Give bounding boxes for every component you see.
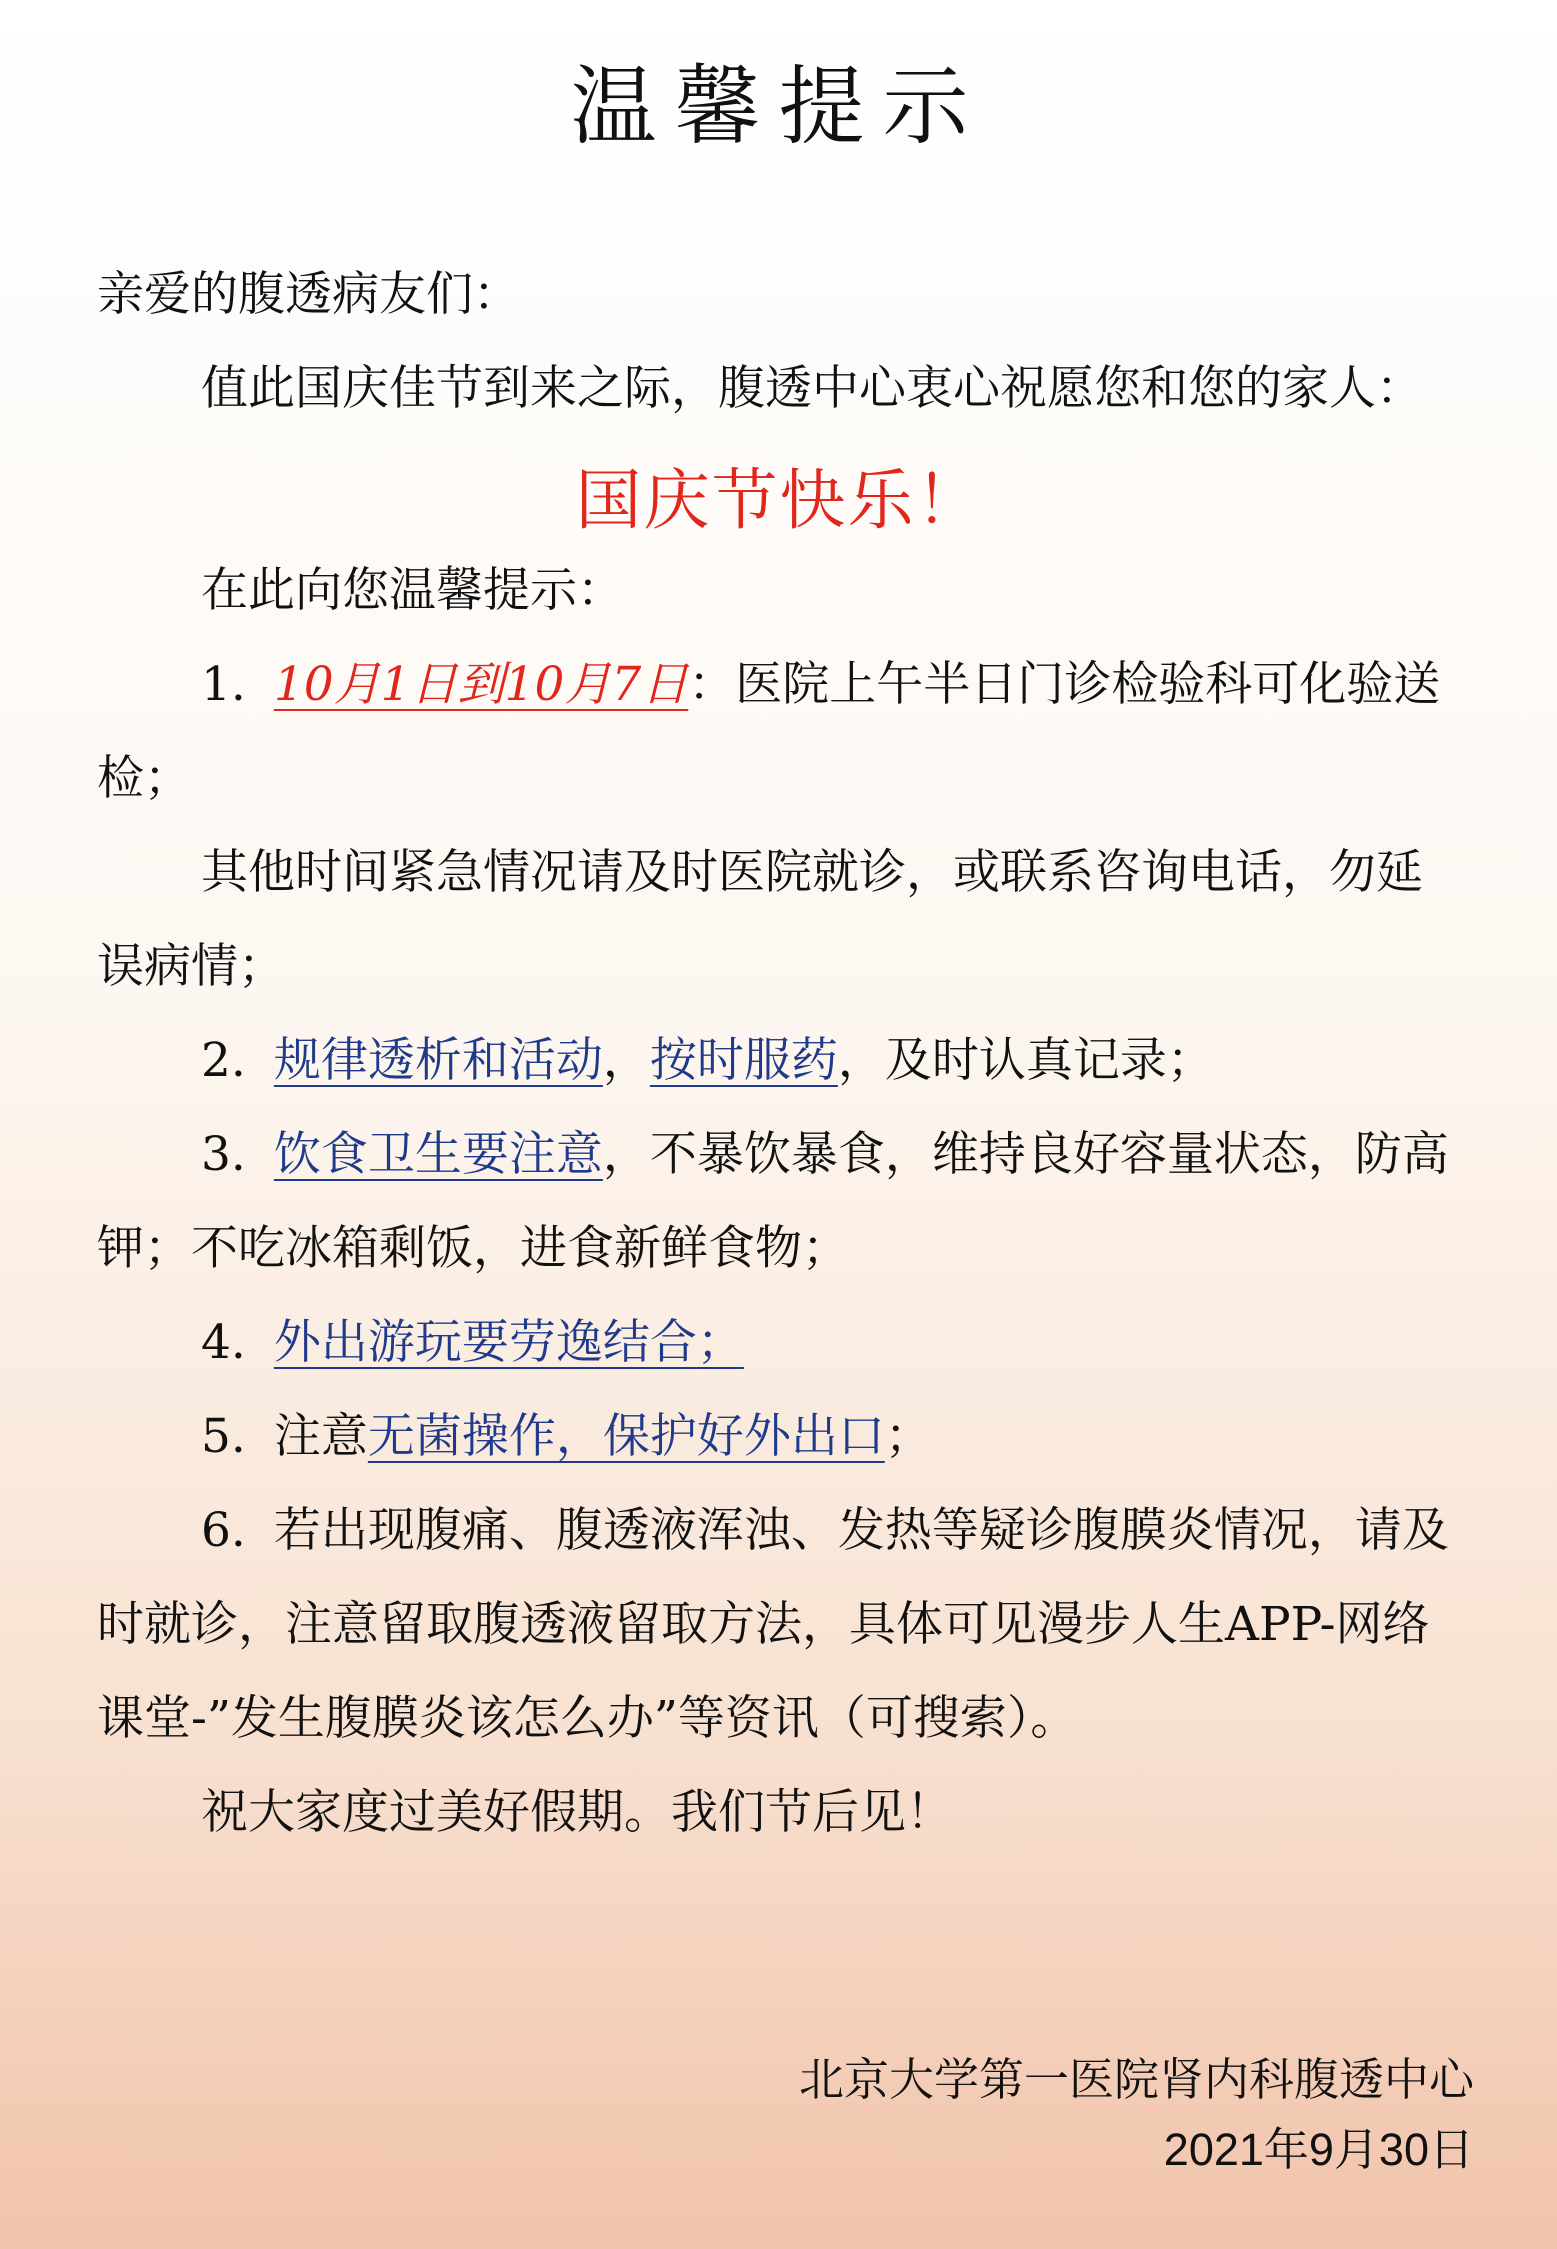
- signature-org: 北京大学第一医院肾内科腹透中心: [798, 2054, 1474, 2105]
- item-6: [97, 1484, 1462, 1766]
- item-2-highlight-b: 按时服药: [649, 1033, 838, 1088]
- item-2-number: 2.: [201, 1033, 246, 1088]
- item-2: [97, 1014, 1462, 1108]
- item-5: [97, 1390, 1462, 1484]
- item-5-number: 5.: [201, 1409, 246, 1464]
- signature-block: [799, 2045, 1474, 2185]
- item-6-text: 若出现腹痛、腹透液浑浊、发热等疑诊腹膜炎情况，请及时就诊，注意留取腹透液留取方法，具体可见漫步人生APP-网络课堂-”发生腹膜炎该怎么办”等资讯（可搜索）。: [97, 1503, 1449, 1746]
- item-1-number: 1.: [201, 657, 246, 712]
- item-3-number: 3.: [201, 1127, 246, 1182]
- page-title: 温馨提示: [570, 57, 987, 157]
- item-3-text: ，不暴饮暴食，维持良好容量状态，防高钾；不吃冰箱剩饭，进食新鲜食物；: [97, 1127, 1449, 1276]
- item-5-highlight: 无菌操作，保护好外出口: [367, 1409, 885, 1464]
- reminder-intro: 在此向您温馨提示：: [201, 563, 624, 618]
- item-2-text: ，及时认真记录；: [837, 1033, 1214, 1088]
- greeting: 亲爱的腹透病友们：: [97, 267, 520, 322]
- holiday-wish: 国庆节快乐！: [575, 462, 984, 539]
- item-1: [97, 638, 1462, 826]
- item-4-highlight: 外出游玩要劳逸结合: [273, 1315, 697, 1370]
- item-2-highlight-a: 规律透析和活动: [273, 1033, 603, 1088]
- item-4: [97, 1296, 1462, 1390]
- item-1-text: ：医院上午半日门诊检验科可化验送检；: [97, 657, 1441, 806]
- item-3: [97, 1108, 1462, 1296]
- item-5-prefix: 注意: [273, 1409, 368, 1464]
- item-4-text: ；: [696, 1315, 744, 1370]
- item-6-number: 6.: [201, 1503, 246, 1558]
- item-5-text: ；: [884, 1409, 932, 1464]
- closing: 祝大家度过美好假期。我们节后见！: [201, 1785, 953, 1840]
- item-2-separator: ，: [602, 1033, 650, 1088]
- item-3-highlight: 饮食卫生要注意: [273, 1127, 603, 1182]
- intro-paragraph: 值此国庆佳节到来之际，腹透中心衷心祝愿您和您的家人：: [201, 361, 1423, 416]
- item-4-number: 4.: [201, 1315, 246, 1370]
- signature-date: 2021年9月30日: [1163, 2124, 1474, 2175]
- notice-body: [97, 248, 1462, 1860]
- item-1-extra: 其他时间紧急情况请及时医院就诊，或联系咨询电话，勿延误病情；: [97, 845, 1423, 994]
- item-1-date-range: 10月1日到10月7日: [273, 657, 689, 712]
